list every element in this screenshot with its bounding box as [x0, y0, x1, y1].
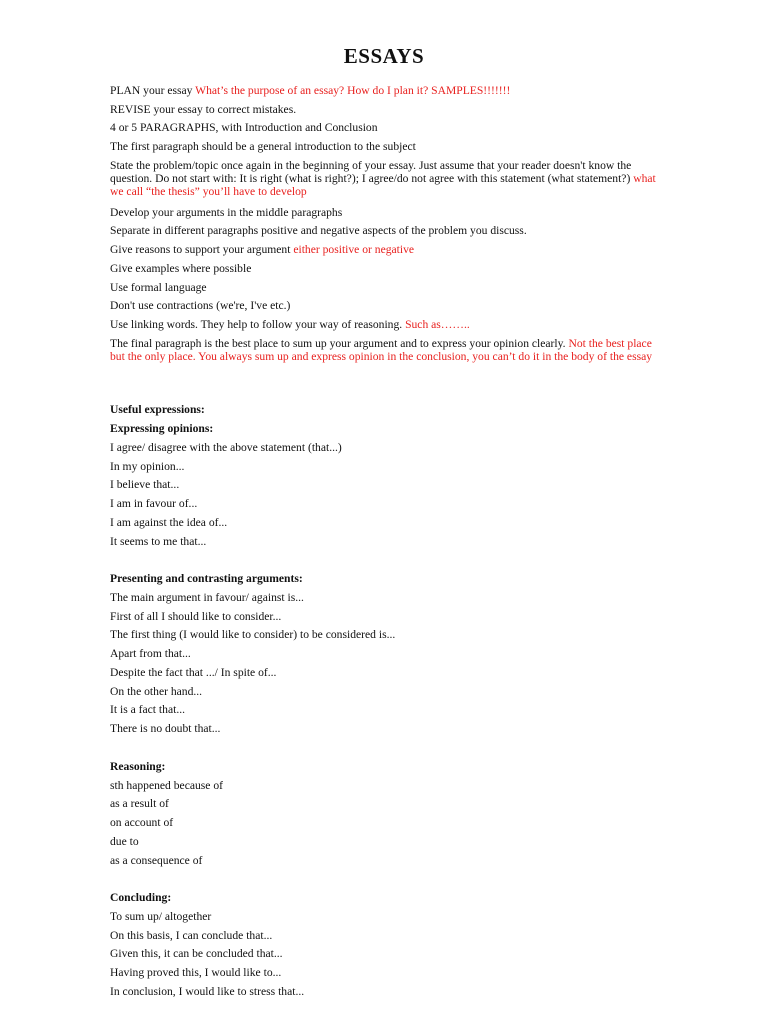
rule-plan [110, 84, 658, 97]
list-item: To sum up/ altogether [110, 910, 212, 923]
rule-develop [110, 206, 658, 219]
rule-text: REVISE your essay to correct mistakes. [110, 103, 297, 116]
rule-note: Such as…….. [405, 318, 470, 331]
list-item: First of all I should like to consider... [110, 610, 282, 623]
rule-final-paragraph [110, 337, 658, 363]
document-title: ESSAYS [343, 44, 425, 68]
list-item: The main argument in favour/ against is... [110, 591, 304, 604]
list-item: I believe that... [110, 478, 180, 491]
list-item: It seems to me that... [110, 535, 207, 548]
list-item: I agree/ disagree with the above statement (that...) [110, 441, 342, 454]
rule-text: The final paragraph is the best place to sum up your argument and to express your opinion clearly. [110, 337, 569, 350]
list-item: In conclusion, I would like to stress that... [110, 985, 305, 998]
rule-linking [110, 318, 658, 331]
rule-text: The first paragraph should be a general introduction to the subject [110, 140, 416, 153]
list-item: Despite the fact that .../ In spite of... [110, 666, 277, 679]
section-heading-arguments: Presenting and contrasting arguments: [110, 572, 303, 585]
rule-formal [110, 281, 658, 294]
list-item: I am against the idea of... [110, 516, 228, 529]
list-item: I am in favour of... [110, 497, 198, 510]
list-item: On the other hand... [110, 685, 203, 698]
list-item: On this basis, I can conclude that... [110, 929, 273, 942]
list-item: Apart from that... [110, 647, 191, 660]
list-item: due to [110, 835, 139, 848]
rule-text: Use formal language [110, 281, 207, 294]
section-heading-opinions: Expressing opinions: [110, 422, 214, 435]
rule-contractions [110, 299, 658, 312]
list-item: on account of [110, 816, 174, 829]
rule-text: Separate in different paragraphs positive and negative aspects of the problem you discuss. [110, 224, 527, 237]
rule-state-problem [110, 159, 658, 198]
list-item: sth happened because of [110, 779, 223, 792]
list-item: It is a fact that... [110, 703, 186, 716]
list-item: The first thing (I would like to consider) to be considered is... [110, 628, 396, 641]
section-heading-reasoning: Reasoning: [110, 760, 166, 773]
rule-note: What’s the purpose of an essay? How do I plan it? SAMPLES!!!!!!! [195, 84, 511, 97]
list-item: as a consequence of [110, 854, 203, 867]
rule-note: what we call “the thesis” you’ll have to develop [110, 172, 656, 198]
rule-text: Give reasons to support your argument [110, 243, 294, 256]
rule-text: PLAN your essay [110, 84, 196, 97]
list-item: There is no doubt that... [110, 722, 221, 735]
rule-separate [110, 224, 658, 237]
useful-expressions-heading: Useful expressions: [110, 403, 205, 416]
rule-text: Don't use contractions (we're, I've etc.) [110, 299, 291, 312]
rule-note: Not the best place but the only place. You always sum up and express opinion in the conclusion, you can’t do it in the body of the essay [110, 337, 653, 363]
rule-text: Use linking words. They help to follow your way of reasoning. [110, 318, 406, 331]
rule-text: Give examples where possible [110, 262, 252, 275]
rule-first-paragraph [110, 140, 658, 153]
list-item: Having proved this, I would like to... [110, 966, 282, 979]
rule-reasons [110, 243, 658, 256]
list-item: as a result of [110, 797, 169, 810]
rule-text: 4 or 5 PARAGRAPHS, with Introduction and Conclusion [110, 121, 378, 134]
list-item: In my opinion... [110, 460, 185, 473]
section-heading-concluding: Concluding: [110, 891, 172, 904]
rule-paragraphs [110, 121, 658, 134]
rule-examples [110, 262, 658, 275]
rule-note: either positive or negative [293, 243, 415, 256]
rule-text: Develop your arguments in the middle paragraphs [110, 206, 343, 219]
rule-revise [110, 103, 658, 116]
list-item: Given this, it can be concluded that... [110, 947, 283, 960]
rule-text: State the problem/topic once again in the beginning of your essay. Just assume that your reader doesn't know the question. Do not start with: It is right (what is right?); I agree/do not agree with this statement (what statement?) [110, 159, 634, 185]
